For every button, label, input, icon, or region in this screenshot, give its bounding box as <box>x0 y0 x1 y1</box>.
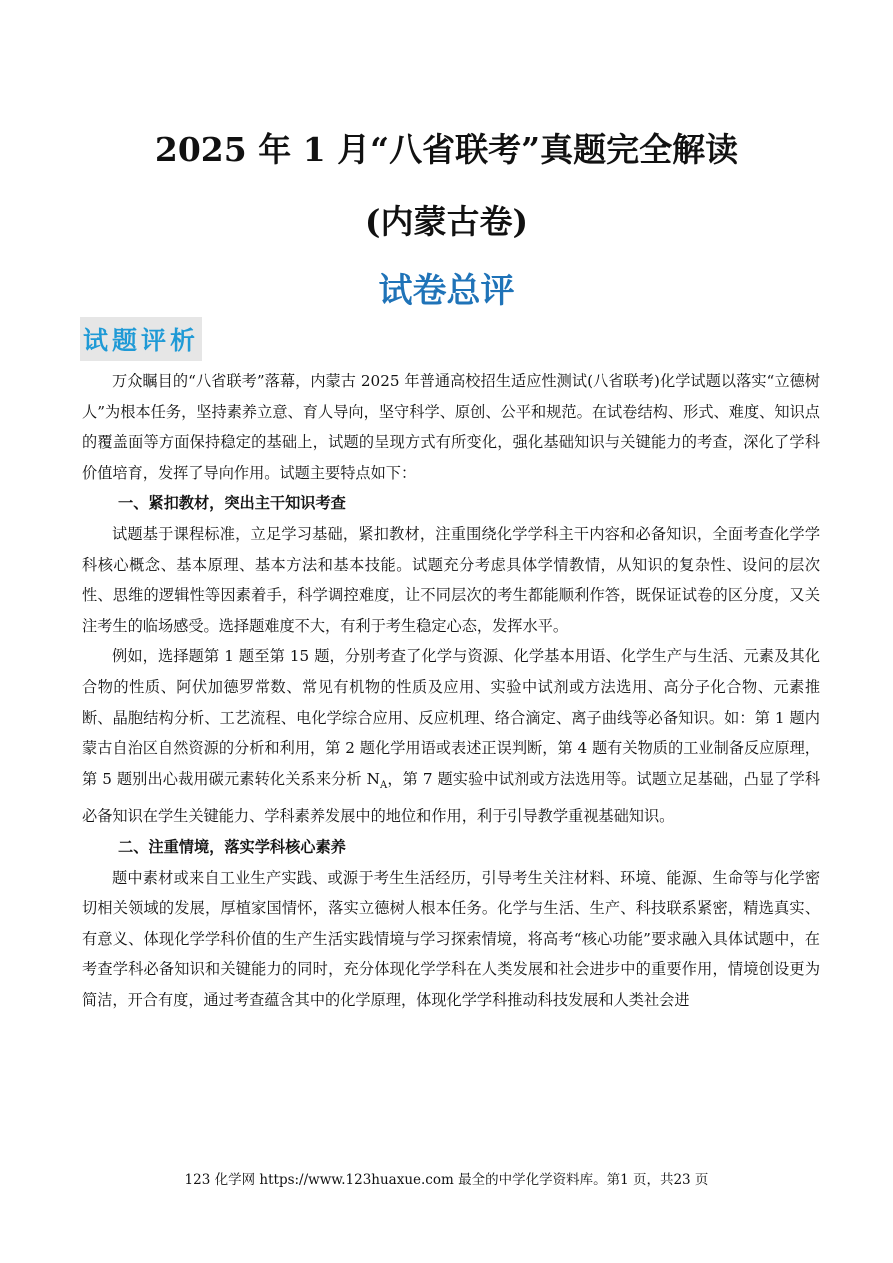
document-subtitle: (内蒙古卷) <box>364 202 529 241</box>
document-title: 2025 年 1 月“八省联考”真题完全解读 <box>154 130 739 169</box>
intro-paragraph: 万众瞩目的“八省联考”落幕，内蒙古 2025 年普通高校招生适应性测试(八省联考)化学试题以落实“立德树人”为根本任务，坚持素养立意、育人导向，坚守科学、原创、公平和规范。在试卷结构、形式、难度、知识点的覆盖面等方面保持稳定的基础上，试题的呈现方式有所变化，强化基础知识与关键能力的考查，深化了学科价值培育，发挥了导向作用。试题主要特点如下： <box>82 372 820 482</box>
section-tag <box>80 317 202 361</box>
paragraph-2-part-a: 例如，选择题第 1 题至第 15 题，分别考查了化学与资源、化学基本用语、化学生产与生活、元素及其化合物的性质、阿伏加德罗常数、常见有机物的性质及应用、实验中试剂或方法选用、高分子化合物、元素推断、晶胞结构分析、工艺流程、电化学综合应用、反应机理、络合滴定、离子曲线等必备知识。如：第 1 题内蒙古自治区自然资源的分析和利用，第 2 题化学用语或表述正误判断，第 4 题有关物质的工业制备反应原理，第 5 题别出心裁用碳元素转化关系来分析 N <box>82 647 820 788</box>
paragraph-2 <box>82 641 820 832</box>
heading-2: 二、注重情境，落实学科核心素养 <box>118 837 346 856</box>
section-title: 试卷总评 <box>378 271 515 311</box>
subscript-a: A <box>379 779 388 791</box>
paragraph-2-part-b: ，第 7 题实验中试剂或方法选用等。试题立足基础，凸显了学科必备知识在学生关键能力、学科素养发展中的地位和作用，利于引导教学重视基础知识。 <box>82 769 821 826</box>
heading-1: 一、紧扣教材，突出主干知识考查 <box>118 494 346 513</box>
document-body <box>82 366 820 1016</box>
paragraph-3: 题中素材或来自工业生产实践、或源于考生生活经历，引导考生关注材料、环境、能源、生命等与化学密切相关领域的发展，厚植家国情怀，落实立德树人根本任务。化学与生活、生产、科技联系紧密，精选真实、有意义、体现化学学科价值的生产生活实践情境与学习探索情境，将高考“核心功能”要求融入具体试题中，在考查学科必备知识和关键能力的同时，充分体现化学学科在人类发展和社会进步中的重要作用，情境创设更为简洁，开合有度，通过考查蕴含其中的化学原理，体现化学学科推动科技发展和人类社会进 <box>82 868 820 1009</box>
paragraph-1: 试题基于课程标准，立足学习基础，紧扣教材，注重围绕化学学科主干内容和必备知识，全面考查化学学科核心概念、基本原理、基本方法和基本技能。试题充分考虑具体学情教情，从知识的复杂性、设问的层次性、思维的逻辑性等因素着手，科学调控难度，让不同层次的考生都能顺利作答，既保证试卷的区分度，又关注考生的临场感受。选择题难度不大，有利于考生稳定心态，发挥水平。 <box>82 524 820 635</box>
section-tag-label: 试题评析 <box>82 326 199 355</box>
page-footer: 123 化学网 https://www.123huaxue.com 最全的中学化学资料库。第1 页，共23 页 <box>184 1172 709 1188</box>
